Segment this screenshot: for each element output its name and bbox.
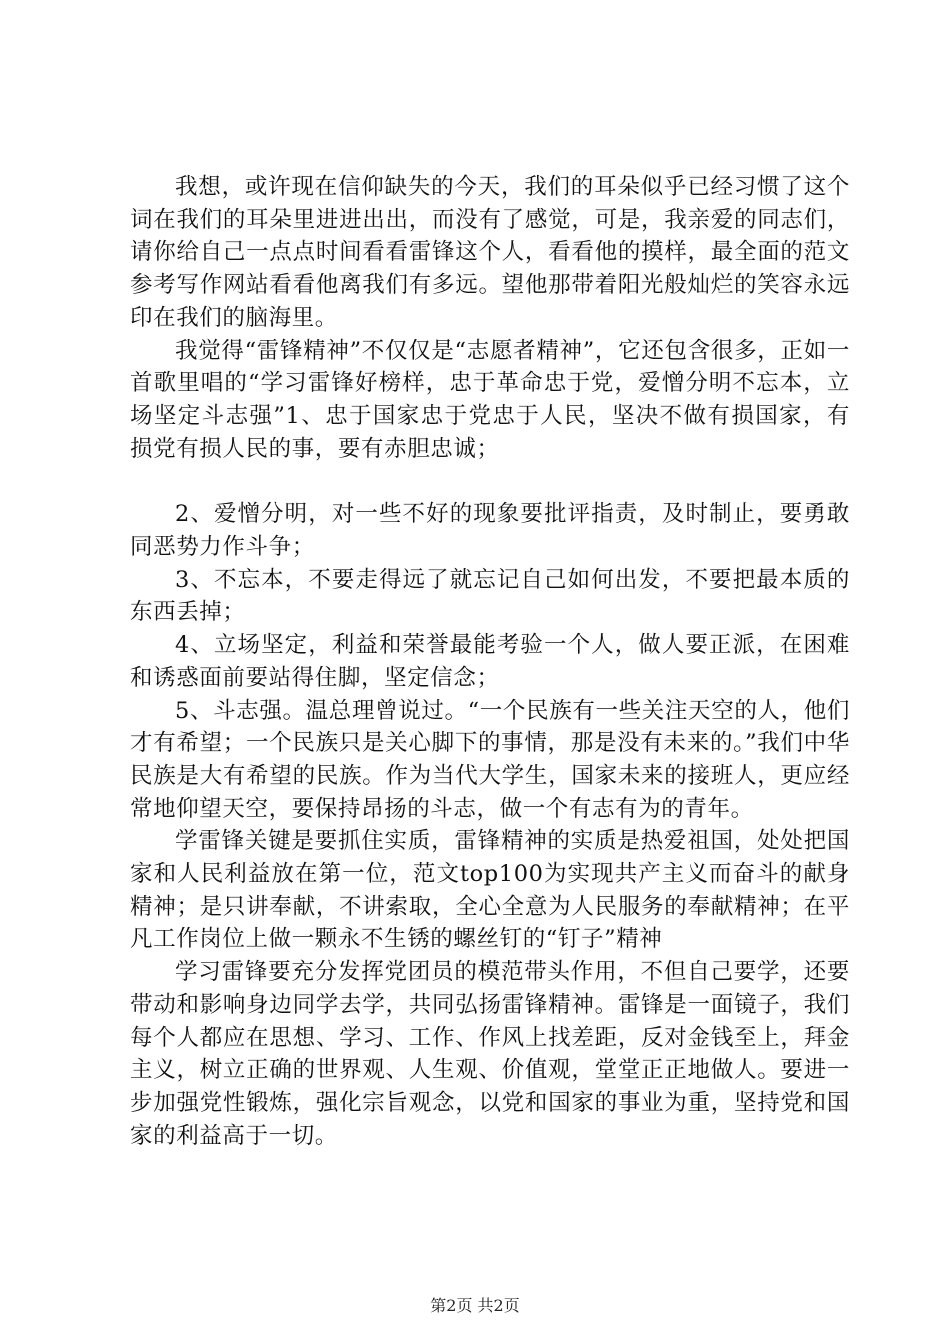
paragraph-essence: 学雷锋关键是要抓住实质，雷锋精神的实质是热爱祖国，处处把国家和人民利益放在第一位，范文top100为实现共产主义而奋斗的献身精神；是只讲奉献，不讲索取，全心全意为人民服务的奉献精神；在平凡工作岗位上做一颗永不生锈的螺丝钉的“钉子”精神 bbox=[130, 828, 850, 953]
paragraph-spirit-meaning: 我觉得“雷锋精神”不仅仅是“志愿者精神”，它还包含很多，正如一首歌里唱的“学习雷锋好榜样，忠于革命忠于党，爱憎分明不忘本，立场坚定斗志强”1、忠于国家忠于党忠于人民，坚决不做有损国家，有损党有损人民的事，要有赤胆忠诚； bbox=[130, 337, 850, 462]
paragraph-intro: 我想，或许现在信仰缺失的今天，我们的耳朵似乎已经习惯了这个词在我们的耳朵里进进出出，而没有了感觉，可是，我亲爱的同志们，请你给自己一点点时间看看雷锋这个人，看看他的摸样，最全面的范文参考写作网站看看他离我们有多远。望他那带着阳光般灿烂的笑容永远印在我们的脑海里。 bbox=[130, 174, 850, 331]
paragraph-point-5: 5、斗志强。温总理曾说过。“一个民族有一些关注天空的人，他们才有希望；一个民族只是关心脚下的事情，那是没有未来的。”我们中华民族是大有希望的民族。作为当代大学生，国家未来的接班人，更应经常地仰望天空，要保持昂扬的斗志，做一个有志有为的青年。 bbox=[130, 697, 850, 822]
paragraph-point-4: 4、立场坚定，利益和荣誉最能考验一个人，做人要正派，在困难和诱惑面前要站得住脚，坚定信念； bbox=[130, 632, 850, 691]
page-number-footer: 第2页 共2页 bbox=[430, 1296, 520, 1315]
paragraph-spacer bbox=[130, 465, 850, 498]
paragraph-conclusion: 学习雷锋要充分发挥党团员的模范带头作用，不但自己要学，还要带动和影响身边同学去学，共同弘扬雷锋精神。雷锋是一面镜子，我们每个人都应在思想、学习、工作、作风上找差距，反对金钱至上，拜金主义，树立正确的世界观、人生观、价值观，堂堂正正地做人。要进一步加强党性锻炼，强化宗旨观念，以党和国家的事业为重，坚持党和国家的利益高于一切。 bbox=[130, 959, 850, 1149]
paragraph-point-2: 2、爱憎分明，对一些不好的现象要批评指责，及时制止，要勇敢同恶势力作斗争； bbox=[130, 501, 850, 561]
paragraph-point-3: 3、不忘本，不要走得远了就忘记自己如何出发，不要把最本质的东西丢掉； bbox=[130, 566, 850, 626]
document-body bbox=[130, 171, 850, 1152]
